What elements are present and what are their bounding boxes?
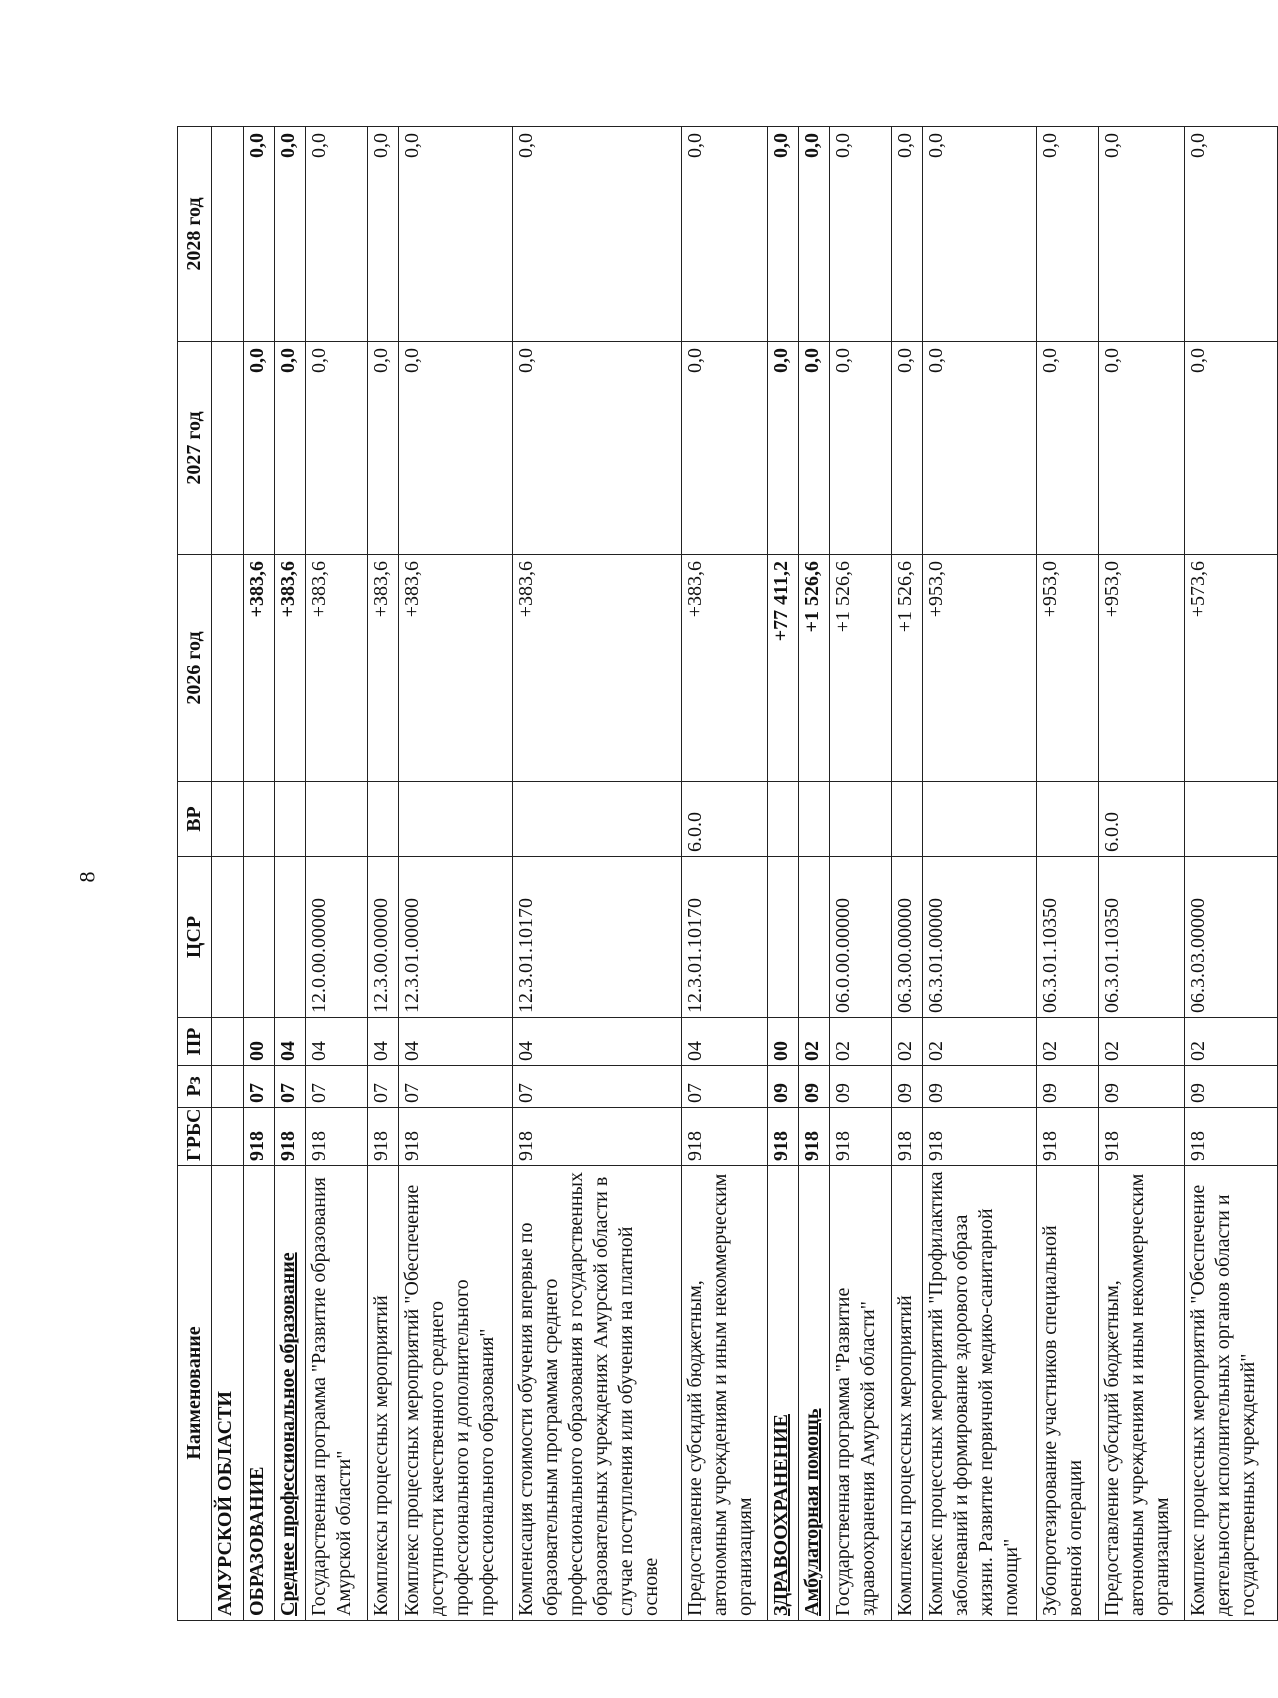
cell-2026 (212, 555, 244, 782)
cell-rz: 07 (681, 1066, 767, 1108)
cell-2027: 0,0 (398, 342, 512, 555)
table-row (212, 127, 244, 1621)
cell-pr: 02 (1098, 1018, 1184, 1066)
cell-name: Среднее профессиональное образование (275, 1166, 306, 1621)
cell-2027: 0,0 (830, 342, 892, 555)
cell-2026: +1 526,6 (892, 555, 923, 782)
cell-vr (830, 782, 892, 857)
cell-grbs (212, 1108, 244, 1166)
table-row (512, 127, 681, 1621)
table-row (305, 127, 367, 1621)
cell-rz: 07 (398, 1066, 512, 1108)
cell-vr (799, 782, 830, 857)
cell-2028: 0,0 (367, 127, 398, 342)
cell-pr: 00 (244, 1018, 275, 1066)
cell-vr: 6.0.0 (681, 782, 767, 857)
cell-2026: +1 526,6 (830, 555, 892, 782)
header-pr: ПР (178, 1018, 212, 1066)
cell-csr: 06.3.00.00000 (892, 857, 923, 1018)
cell-csr: 06.3.01.00000 (922, 857, 1036, 1018)
cell-2028: 0,0 (305, 127, 367, 342)
cell-2028: 0,0 (681, 127, 767, 342)
cell-pr: 04 (367, 1018, 398, 1066)
table-row (1098, 127, 1184, 1621)
cell-name: Амбулаторная помощь (799, 1166, 830, 1621)
table-row (367, 127, 398, 1621)
cell-grbs: 918 (398, 1108, 512, 1166)
header-vr: ВР (178, 782, 212, 857)
cell-pr: 02 (830, 1018, 892, 1066)
cell-vr (768, 782, 799, 857)
cell-grbs: 918 (512, 1108, 681, 1166)
cell-2026: +77 411,2 (768, 555, 799, 782)
cell-grbs: 918 (244, 1108, 275, 1166)
cell-name: Комплекс процессных мероприятий "Обеспечение доступности качественного среднего профессионального и дополнительного профессионального образования" (398, 1166, 512, 1621)
cell-pr: 04 (512, 1018, 681, 1066)
cell-rz: 09 (1098, 1066, 1184, 1108)
cell-pr: 02 (1036, 1018, 1098, 1066)
cell-name: Компенсация стоимости обучения впервые по образовательным программам среднего профессионального образования в государственных образовательных учреждениях Амурской области в случае поступления или обучения на платной основе (512, 1166, 681, 1621)
cell-2027: 0,0 (1098, 342, 1184, 555)
cell-2027: 0,0 (892, 342, 923, 555)
cell-2026: +1 526,6 (799, 555, 830, 782)
cell-rz: 09 (768, 1066, 799, 1108)
cell-name: Предоставление субсидий бюджетным, автономным учреждениям и иным некоммерческим организациям (681, 1166, 767, 1621)
header-rz: Рз (178, 1066, 212, 1108)
cell-2028: 0,0 (768, 127, 799, 342)
cell-name: Государственная программа "Развитие образования Амурской области" (305, 1166, 367, 1621)
cell-pr: 04 (398, 1018, 512, 1066)
cell-2028: 0,0 (892, 127, 923, 342)
budget-table (177, 126, 1278, 1621)
cell-pr: 04 (681, 1018, 767, 1066)
cell-csr: 06.0.00.00000 (830, 857, 892, 1018)
cell-2026: +953,0 (1098, 555, 1184, 782)
cell-rz: 07 (305, 1066, 367, 1108)
cell-2028: 0,0 (275, 127, 306, 342)
table-row (1036, 127, 1098, 1621)
table-row (922, 127, 1036, 1621)
cell-name: АМУРСКОЙ ОБЛАСТИ (212, 1166, 244, 1621)
table-row (1185, 127, 1278, 1621)
cell-2027 (212, 342, 244, 555)
cell-2026: +383,6 (681, 555, 767, 782)
cell-grbs: 918 (681, 1108, 767, 1166)
cell-name: Зубопротезирование участников специальной военной операции (1036, 1166, 1098, 1621)
cell-2026: +383,6 (398, 555, 512, 782)
table-header-row (178, 127, 212, 1621)
cell-grbs: 918 (1185, 1108, 1278, 1166)
header-grbs: ГРБС (178, 1108, 212, 1166)
cell-2028: 0,0 (1036, 127, 1098, 342)
cell-csr: 06.3.03.00000 (1185, 857, 1278, 1018)
cell-2027: 0,0 (275, 342, 306, 555)
cell-csr: 12.3.01.00000 (398, 857, 512, 1018)
cell-pr: 00 (768, 1018, 799, 1066)
cell-vr (398, 782, 512, 857)
cell-name: ОБРАЗОВАНИЕ (244, 1166, 275, 1621)
cell-pr: 04 (305, 1018, 367, 1066)
cell-vr (512, 782, 681, 857)
cell-vr (212, 782, 244, 857)
cell-rz: 07 (275, 1066, 306, 1108)
cell-grbs: 918 (799, 1108, 830, 1166)
table-row (768, 127, 799, 1621)
cell-csr (799, 857, 830, 1018)
table-row (892, 127, 923, 1621)
cell-grbs: 918 (830, 1108, 892, 1166)
table-row (830, 127, 892, 1621)
cell-csr (275, 857, 306, 1018)
cell-2026: +383,6 (275, 555, 306, 782)
cell-grbs: 918 (305, 1108, 367, 1166)
cell-rz: 07 (512, 1066, 681, 1108)
cell-2028: 0,0 (398, 127, 512, 342)
cell-2028: 0,0 (244, 127, 275, 342)
cell-rz: 09 (1036, 1066, 1098, 1108)
cell-2028 (212, 127, 244, 342)
cell-pr: 02 (922, 1018, 1036, 1066)
cell-2028: 0,0 (512, 127, 681, 342)
cell-pr: 02 (892, 1018, 923, 1066)
cell-rz: 09 (892, 1066, 923, 1108)
header-2028: 2028 год (178, 127, 212, 342)
cell-pr: 02 (1185, 1018, 1278, 1066)
cell-name: Предоставление субсидий бюджетным, автономным учреждениям и иным некоммерческим организациям (1098, 1166, 1184, 1621)
cell-2027: 0,0 (1036, 342, 1098, 555)
cell-vr (922, 782, 1036, 857)
cell-2027: 0,0 (512, 342, 681, 555)
header-2026: 2026 год (178, 555, 212, 782)
cell-name: Государственная программа "Развитие здравоохранения Амурской области" (830, 1166, 892, 1621)
cell-rz: 07 (367, 1066, 398, 1108)
cell-rz: 09 (830, 1066, 892, 1108)
cell-name: Комплексы процессных мероприятий (892, 1166, 923, 1621)
cell-vr (1185, 782, 1278, 857)
cell-2027: 0,0 (244, 342, 275, 555)
cell-vr (275, 782, 306, 857)
cell-2026: +383,6 (512, 555, 681, 782)
cell-rz: 09 (1185, 1066, 1278, 1108)
cell-vr (1036, 782, 1098, 857)
cell-csr (768, 857, 799, 1018)
cell-csr (244, 857, 275, 1018)
header-csr: ЦСР (178, 857, 212, 1018)
cell-csr (212, 857, 244, 1018)
cell-vr (367, 782, 398, 857)
cell-grbs: 918 (1098, 1108, 1184, 1166)
cell-name: ЗДРАВООХРАНЕНИЕ (768, 1166, 799, 1621)
cell-grbs: 918 (922, 1108, 1036, 1166)
table-row (681, 127, 767, 1621)
cell-pr (212, 1018, 244, 1066)
table-row (398, 127, 512, 1621)
header-name: Наименование (178, 1166, 212, 1621)
cell-csr: 12.3.01.10170 (512, 857, 681, 1018)
cell-2027: 0,0 (768, 342, 799, 555)
cell-vr (892, 782, 923, 857)
cell-2028: 0,0 (830, 127, 892, 342)
cell-name: Комплекс процессных мероприятий "Профилактика заболеваний и формирование здорового образа жизни. Развитие первичной медико-санитарной помощи" (922, 1166, 1036, 1621)
cell-2027: 0,0 (305, 342, 367, 555)
cell-2027: 0,0 (799, 342, 830, 555)
cell-name: Комплекс процессных мероприятий "Обеспечение деятельности исполнительных органов области и государственных учреждений" (1185, 1166, 1278, 1621)
cell-vr (305, 782, 367, 857)
table-row (799, 127, 830, 1621)
cell-csr: 12.3.00.00000 (367, 857, 398, 1018)
cell-csr: 12.3.01.10170 (681, 857, 767, 1018)
page-number: 8 (74, 871, 100, 883)
cell-rz (212, 1066, 244, 1108)
cell-rz: 09 (922, 1066, 1036, 1108)
cell-2026: +383,6 (305, 555, 367, 782)
cell-2027: 0,0 (367, 342, 398, 555)
cell-2027: 0,0 (922, 342, 1036, 555)
cell-csr: 06.3.01.10350 (1036, 857, 1098, 1018)
cell-2026: +383,6 (244, 555, 275, 782)
cell-grbs: 918 (892, 1108, 923, 1166)
cell-2026: +383,6 (367, 555, 398, 782)
cell-2028: 0,0 (1185, 127, 1278, 342)
cell-2028: 0,0 (799, 127, 830, 342)
table-row (244, 127, 275, 1621)
cell-2027: 0,0 (1185, 342, 1278, 555)
cell-2028: 0,0 (1098, 127, 1184, 342)
cell-grbs: 918 (768, 1108, 799, 1166)
cell-pr: 02 (799, 1018, 830, 1066)
cell-2026: +953,0 (1036, 555, 1098, 782)
cell-2027: 0,0 (681, 342, 767, 555)
cell-grbs: 918 (1036, 1108, 1098, 1166)
cell-vr (244, 782, 275, 857)
cell-pr: 04 (275, 1018, 306, 1066)
cell-grbs: 918 (275, 1108, 306, 1166)
cell-2028: 0,0 (922, 127, 1036, 342)
cell-grbs: 918 (367, 1108, 398, 1166)
cell-name: Комплексы процессных мероприятий (367, 1166, 398, 1621)
table-row (275, 127, 306, 1621)
rotated-table-container (177, 127, 1278, 1621)
cell-csr: 12.0.00.00000 (305, 857, 367, 1018)
header-2027: 2027 год (178, 342, 212, 555)
cell-csr: 06.3.01.10350 (1098, 857, 1184, 1018)
cell-rz: 09 (799, 1066, 830, 1108)
cell-2026: +573,6 (1185, 555, 1278, 782)
cell-rz: 07 (244, 1066, 275, 1108)
cell-2026: +953,0 (922, 555, 1036, 782)
cell-vr: 6.0.0 (1098, 782, 1184, 857)
